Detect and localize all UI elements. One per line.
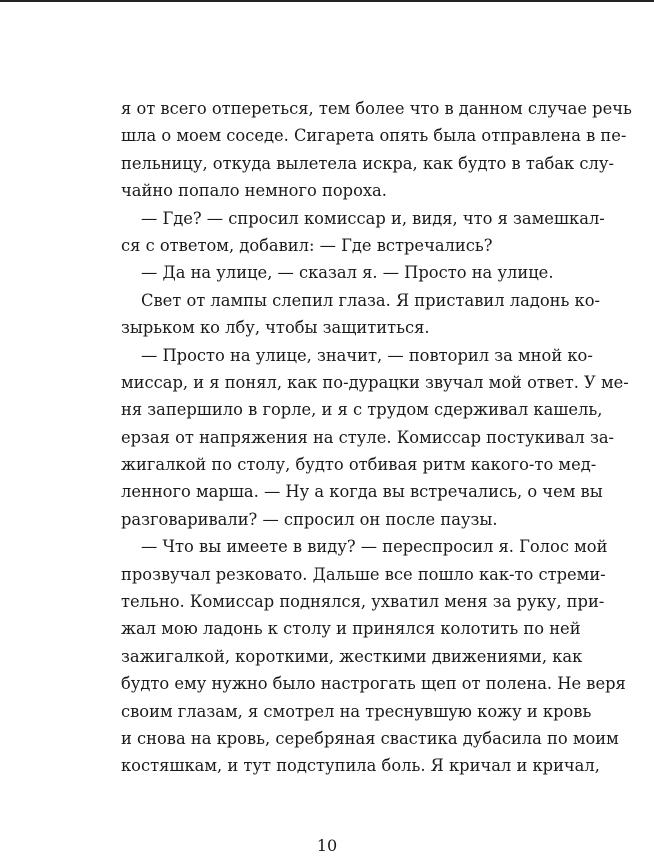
text-line: жал мою ладонь к столу и принялся колотить по ней bbox=[121, 619, 581, 639]
text-line: — Просто на улице, значит, — повторил за мной ко- bbox=[141, 345, 593, 365]
text-line: ся с ответом, добавил: — Где встречались? bbox=[121, 235, 493, 255]
text-line: будто ему нужно было настрогать щеп от полена. Не веря bbox=[121, 674, 626, 694]
page-number: 10 bbox=[316, 836, 338, 855]
text-line: и снова на кровь, серебряная свастика дубасила по моим bbox=[121, 728, 619, 748]
text-line: миссар, и я понял, как по-дурацки звучал мой ответ. У ме- bbox=[121, 372, 629, 392]
text-line: костяшкам, и тут подступила боль. Я кричал и кричал, bbox=[121, 756, 600, 776]
text-line: чайно попало немного пороха. bbox=[121, 181, 387, 201]
top-border-rule bbox=[0, 0, 654, 2]
text-line: ня запершило в горле, и я с трудом сдерживал кашель, bbox=[121, 400, 603, 420]
text-line: пельницу, откуда вылетела искра, как будто в табак слу- bbox=[121, 153, 614, 173]
text-line: своим глазам, я смотрел на треснувшую кожу и кровь bbox=[121, 701, 592, 721]
text-line: Свет от лампы слепил глаза. Я приставил ладонь ко- bbox=[141, 290, 601, 310]
text-line: — Что вы имеете в виду? — переспросил я. Голос мой bbox=[141, 537, 608, 557]
text-line: прозвучал резковато. Дальше все пошло как-то стреми- bbox=[121, 564, 606, 584]
text-line: шла о моем соседе. Сигарета опять была отправлена в пе- bbox=[121, 126, 627, 146]
body-text bbox=[121, 95, 632, 780]
text-line: ерзая от напряжения на стуле. Комиссар постукивал за- bbox=[121, 427, 615, 447]
text-line: зажигалкой, короткими, жесткими движениями, как bbox=[121, 646, 583, 666]
text-line: жигалкой по столу, будто отбивая ритм какого-то мед- bbox=[121, 455, 597, 475]
text-line: ленного марша. — Ну а когда вы встречались, о чем вы bbox=[121, 482, 603, 502]
text-line: я от всего отпереться, тем более что в данном случае речь bbox=[121, 99, 632, 118]
text-line: разговаривали? — спросил он после паузы. bbox=[121, 509, 498, 529]
text-line: — Да на улице, — сказал я. — Просто на улице. bbox=[141, 263, 554, 283]
text-line: — Где? — спросил комиссар и, видя, что я замешкал- bbox=[141, 208, 605, 228]
text-line: тельно. Комиссар поднялся, ухватил меня за руку, при- bbox=[121, 592, 605, 612]
text-line: зырьком ко лбу, чтобы защититься. bbox=[121, 318, 430, 338]
